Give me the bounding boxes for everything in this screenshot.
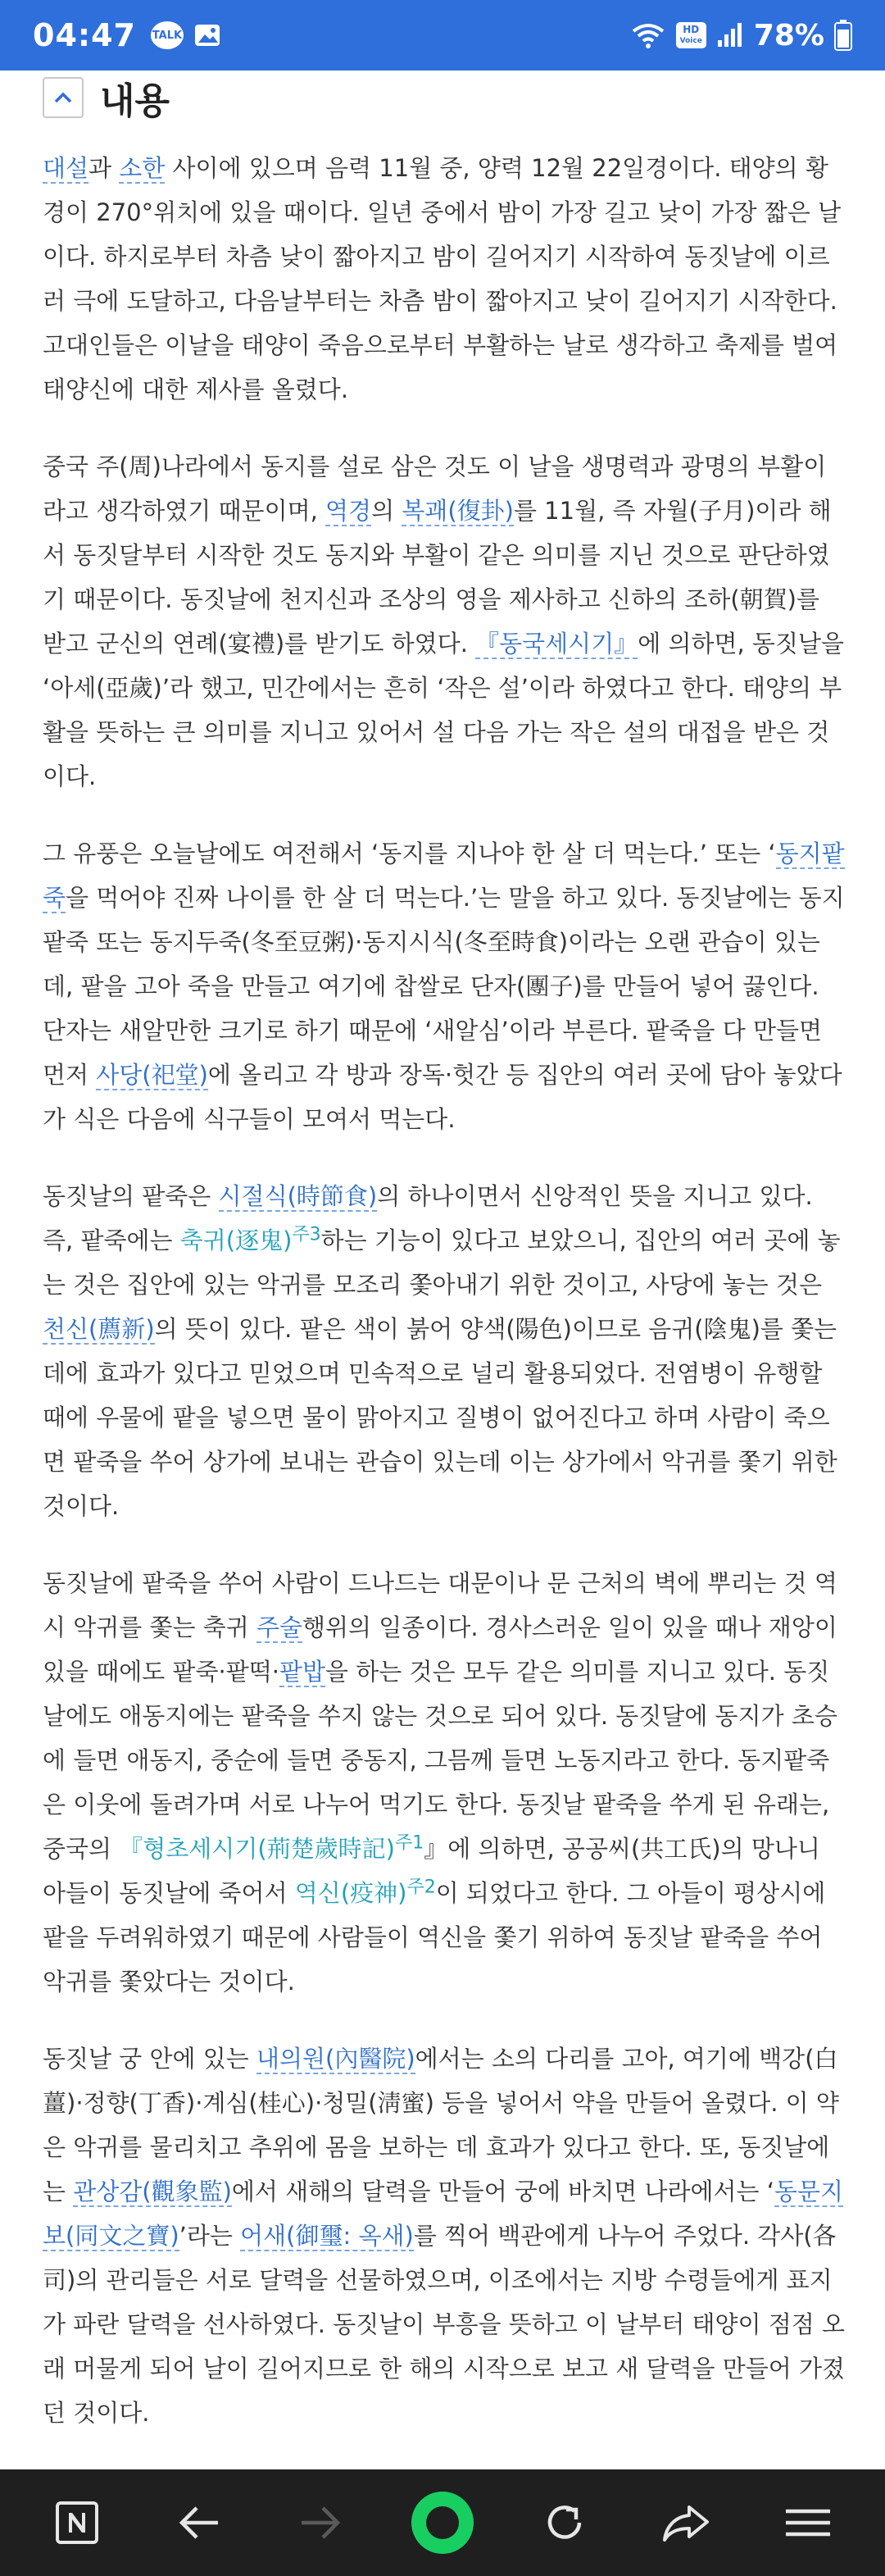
term-link[interactable]: 팥밥 [279, 1658, 326, 1686]
naver-n-button[interactable] [40, 2486, 114, 2560]
term-link[interactable]: 천신(薦新) [43, 1315, 155, 1343]
notification-icons [151, 21, 221, 49]
status-bar [0, 0, 885, 71]
green-dot-home-icon [410, 2490, 475, 2556]
footnote-term-link[interactable]: 역신(疫神) [294, 1879, 407, 1907]
section-title: 내용 [100, 80, 170, 122]
article-paragraph [43, 444, 846, 799]
text-segment: 에 의하면, 동짓날을 ‘아세(亞歲)’라 했고, 민간에서는 흔히 ‘작은 설’이라 하였다고 한다. 태양의 부활을 뜻하는 큰 의미를 지니고 있어서 설 다음 가는 작은 설의 대접을 받은 것이다. [43, 630, 844, 790]
term-link[interactable]: 역경 [325, 497, 372, 525]
text-segment: 과 [88, 154, 120, 182]
battery-icon [834, 20, 852, 51]
back-arrow-icon [177, 2505, 221, 2541]
text-segment: ’라는 [179, 2222, 241, 2250]
text-segment: 에 올리고 각 방과 장독·헛간 등 집안의 여러 곳에 담아 놓았다가 식은 다음에 식구들이 모여서 먹는다. [43, 1061, 842, 1133]
footnote-marker[interactable]: 주3 [292, 1224, 321, 1245]
article-paragraph [43, 831, 846, 1141]
status-time: 04:47 [33, 17, 136, 53]
voice-label: Voice [679, 37, 702, 45]
bottom-nav [0, 2469, 885, 2576]
term-link[interactable]: 어새(御璽: 옥새) [240, 2222, 414, 2250]
collapse-button[interactable] [43, 77, 84, 118]
refresh-button[interactable] [528, 2486, 601, 2560]
term-link[interactable]: 대설 [43, 154, 89, 182]
text-segment: 하는 기능이 있다고 보았으니, 집안의 여러 곳에 놓는 것은 집안에 있는 악귀를 모조리 쫓아내기 위한 것이고, 사당에 놓는 것은 [43, 1227, 841, 1299]
text-segment: 의 뜻이 있다. 팥은 색이 붉어 양색(陽色)이므로 음귀(陰鬼)를 쫓는 데에 효과가 있다고 믿었으며 민속적으로 널리 활용되었다. 전염병이 유행할 때에 우물에 팥을 넣으면 물이 맑아지고 질병이 없어진다고 하며 사람이 죽으면 팥죽을 쑤어 상가에 보내는 관습이 있는데 이는 상가에서 악귀를 쫓기 위한 것이다. [43, 1315, 837, 1520]
text-segment: 』에 의하면, 공공씨(共工氏)의 망나니 아들이 동짓날에 죽어서 [43, 1835, 820, 1907]
menu-icon [784, 2508, 832, 2537]
gallery-icon [193, 23, 221, 48]
text-segment: 사이에 있으며 음력 11월 중, 양력 12월 22일경이다. 태양의 황경이 270°위치에 있을 때이다. 일년 중에서 밤이 가장 길고 낮이 가장 짧은 날이다. 하지로부터 차츰 낮이 짧아지고 밤이 길어지기 시작하여 동짓날에 이르러 극에 도달하고, 다음날부터는 차츰 밤이 짧아지고 낮이 길어지기 시작한다. [43, 154, 842, 315]
text-segment: 을 하는 것은 모두 같은 의미를 지니고 있다. 동짓날에도 애동지에는 팥죽을 쑤지 않는 것으로 되어 있다. 동짓달에 동지가 초승에 들면 애동지, 중순에 들면 중동지, 그믐께 들면 노동지라고 한다. 동지팥죽은 이웃에 돌려가며 서로 나누어 먹기도 한다. 동짓날 팥죽을 쑤게 된 유래는, 중국의 [43, 1658, 837, 1863]
term-link[interactable]: 사당(祀堂) [96, 1061, 208, 1089]
term-link[interactable]: 시절식(時節食) [218, 1182, 378, 1210]
back-button[interactable] [162, 2486, 236, 2560]
text-segment: 동짓날에 팥죽을 쑤어 사람이 드나드는 대문이나 문 근처의 벽에 뿌리는 것 역시 악귀를 쫓는 축귀 [43, 1569, 837, 1641]
footnote-term-link[interactable]: 축귀(逐鬼) [179, 1227, 293, 1254]
text-segment: 행위의 일종이다. 경사스러운 일이 있을 때나 재앙이 있을 때에도 팥죽·팥떡· [43, 1613, 837, 1686]
wifi-icon [630, 21, 666, 49]
text-segment: 를 찍어 백관에게 나누어 주었다. 각사(各司)의 관리들은 서로 달력을 선물하였으며, 이조에서는 지방 수령들에게 표지가 파란 달력을 선사하였다. 동짓날이 부흥을 뜻하고 이 날부터 태양이 점점 오래 머물게 되어 날이 길어지므로 한 해의 시작으로 보고 새 달력을 만들어 가졌던 것이다. [43, 2222, 846, 2427]
text-segment: 중국 주(周)나라에서 동지를 설로 삼은 것도 이 날을 생명력과 광명의 부활이라고 생각하였기 때문이며, [43, 453, 827, 525]
forward-button[interactable] [284, 2486, 357, 2560]
naver-n-icon [54, 2500, 100, 2546]
kakaotalk-icon: TALK [151, 21, 184, 49]
text-segment: 의 하나이면서 신앙적인 뜻을 지니고 있다. 즉, 팥죽에는 [43, 1182, 813, 1254]
battery-percent: 78% [753, 18, 824, 52]
text-segment: 을 먹어야 진짜 나이를 한 살 더 먹는다.’는 말을 하고 있다. 동짓날에는 동지팥죽 또는 동지두죽(冬至豆粥)·동지시식(冬至時食)이라는 오랜 관습이 있는데, 팥을 고아 죽을 만들고 여기에 찹쌀로 단자(團子)를 만들어 넣어 끓인다. 단자는 새알만한 크기로 하기 때문에 ‘새알심’이라 부른다. 팥죽을 다 만들면 먼저 [43, 884, 845, 1089]
section-header [43, 72, 170, 123]
term-link[interactable]: 관상감(觀象監) [73, 2178, 232, 2205]
text-segment: 동짓날의 팥죽은 [43, 1182, 219, 1210]
article-paragraph [43, 1561, 846, 2004]
term-link[interactable]: 『동국세시기』 [475, 630, 638, 658]
refresh-icon [542, 2500, 588, 2546]
share-button[interactable] [649, 2486, 723, 2560]
text-segment: 에서는 소의 다리를 고아, 여기에 백강(白薑)·정향(丁香)·계심(桂心)·청밀(淸蜜) 등을 넣어서 약을 만들어 올렸다. 이 약은 악귀를 물리치고 추위에 몸을 보하는 데 효과가 있다고 한다. 또, 동짓날에는 [43, 2045, 839, 2205]
text-segment: 동짓날 궁 안에 있는 [43, 2045, 256, 2073]
term-link[interactable]: 소한 [119, 154, 166, 182]
footnote-term-link[interactable]: 『형초세시기(荊楚歲時記) [119, 1835, 395, 1863]
menu-button[interactable] [771, 2486, 845, 2560]
term-link[interactable]: 동문지보(同文之寶) [43, 2178, 843, 2250]
text-segment: 를 11월, 즉 자월(子月)이라 해서 동짓달부터 시작한 것도 동지와 부활이 같은 의미를 지닌 것으로 판단하였기 때문이다. 동짓날에 천지신과 조상의 영을 제사하고 신하의 조하(朝賀)를 받고 군신의 연례(宴禮)를 받기도 하였다. [43, 497, 832, 658]
article-paragraph [43, 2037, 846, 2435]
hd-label: HD [683, 24, 700, 35]
term-link[interactable]: 주술 [256, 1613, 303, 1641]
term-link[interactable]: 내의원(內醫院) [256, 2045, 415, 2073]
term-link[interactable]: 동지팥죽 [43, 840, 845, 912]
text-segment: 에서 새해의 달력을 만들어 궁에 바치면 나라에서는 ‘ [231, 2178, 774, 2205]
system-icons [630, 19, 852, 52]
signal-icon [716, 22, 744, 48]
chevron-up-icon [53, 91, 73, 104]
text-segment: 의 [371, 497, 402, 525]
article-content [43, 146, 846, 2468]
term-link[interactable]: 복괘(復卦) [402, 497, 514, 525]
hd-voice-icon [676, 22, 706, 48]
article-paragraph [43, 146, 846, 412]
share-icon [661, 2502, 710, 2543]
forward-arrow-icon [298, 2505, 343, 2541]
text-segment: 그 유풍은 오늘날에도 여전해서 ‘동지를 지나야 한 살 더 먹는다.’ 또는 ‘ [43, 840, 776, 867]
article-paragraph [43, 1174, 846, 1528]
footnote-marker[interactable]: 주1 [394, 1832, 424, 1854]
text-segment: 고대인들은 이날을 태양이 죽음으로부터 부활하는 날로 생각하고 축제를 벌여 태양신에 대한 제사를 올렸다. [43, 331, 838, 403]
footnote-marker[interactable]: 주2 [406, 1877, 436, 1898]
home-button[interactable] [406, 2486, 479, 2560]
text-segment: 이 되었다고 한다. 그 아들이 평상시에 팥을 두려워하였기 때문에 사람들이 역신을 쫓기 위하여 동짓날 팥죽을 쑤어 악귀를 쫓았다는 것이다. [43, 1879, 826, 1996]
